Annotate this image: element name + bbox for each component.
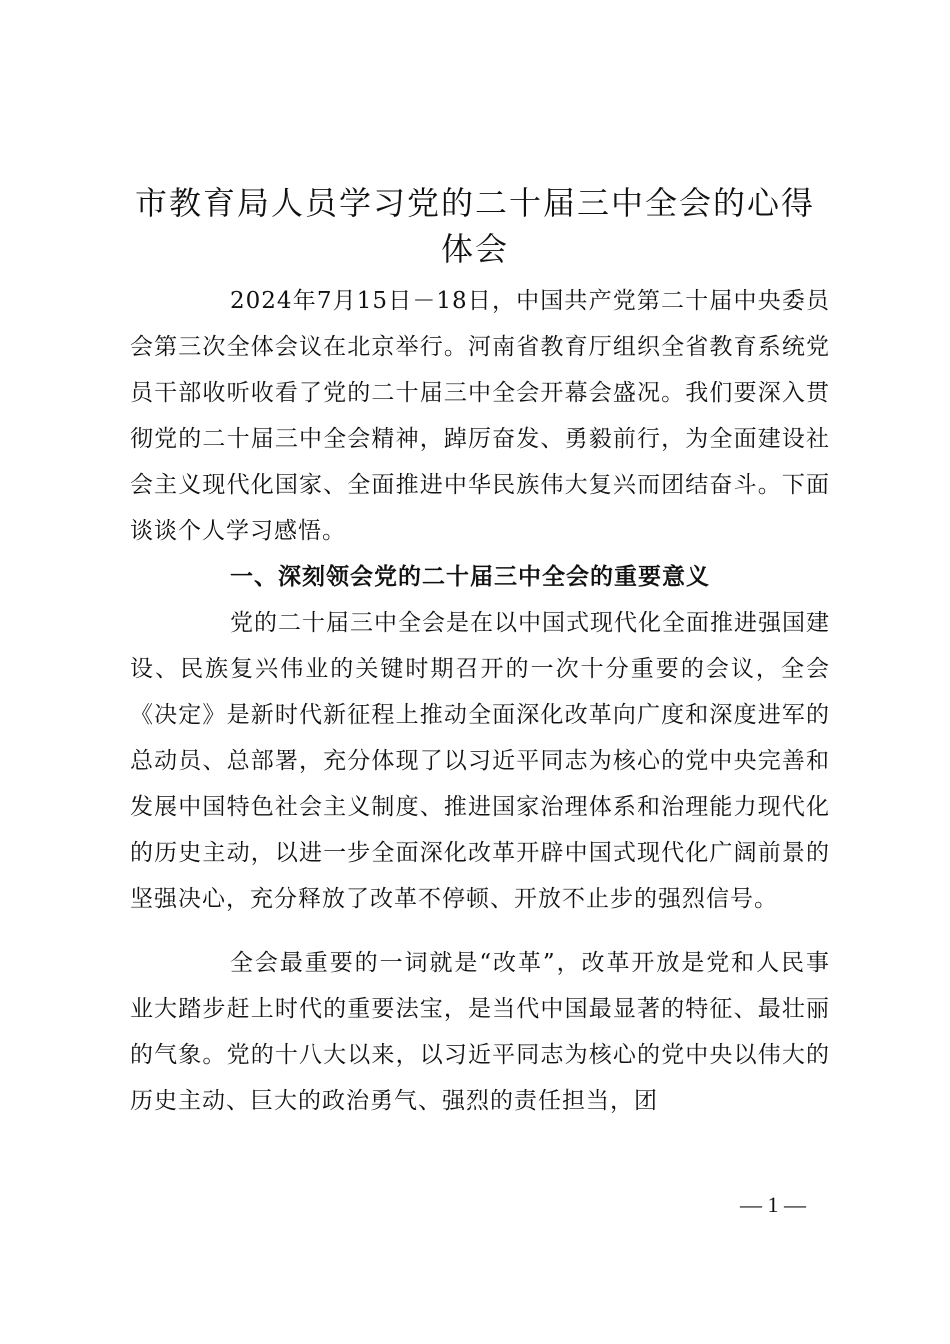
section-heading: 一、深刻领会党的二十届三中全会的重要意义 [230, 564, 710, 590]
intro-paragraph: 2024年7月15日－18日，中国共产党第二十届中央委员会第三次全体会议在北京举行。河南省教育厅组织全省教育系统党员干部收听收看了党的二十届三中全会开幕会盛况。我们要深入贯彻党的二十届三中全会精神，踔厉奋发、勇毅前行，为全面建设社会主义现代化国家、全面推进中华民族伟大复兴而团结奋斗。下面谈谈个人学习感悟。 [130, 288, 830, 544]
document-body [130, 278, 830, 1124]
page-number: — 1 — [740, 1192, 806, 1217]
body-paragraph: 全会最重要的一词就是“改革”，改革开放是党和人民事业大踏步赶上时代的重要法宝，是当代中国最显著的特征、最壮丽的气象。党的十八大以来，以习近平同志为核心的党中央以伟大的历史主动、巨大的政治勇气、强烈的责任担当，团 [130, 950, 830, 1114]
document-title: 市教育局人员学习党的二十届三中全会的心得体会 [134, 184, 815, 268]
body-paragraph: 党的二十届三中全会是在以中国式现代化全面推进强国建设、民族复兴伟业的关键时期召开的一次十分重要的会议，全会《决定》是新时代新征程上推动全面深化改革向广度和深度进军的总动员、总部署，充分体现了以习近平同志为核心的党中央完善和发展中国特色社会主义制度、推进国家治理体系和治理能力现代化的历史主动，以进一步全面深化改革开辟中国式现代化广阔前景的坚强决心，充分释放了改革不停顿、开放不止步的强烈信号。 [130, 610, 830, 912]
